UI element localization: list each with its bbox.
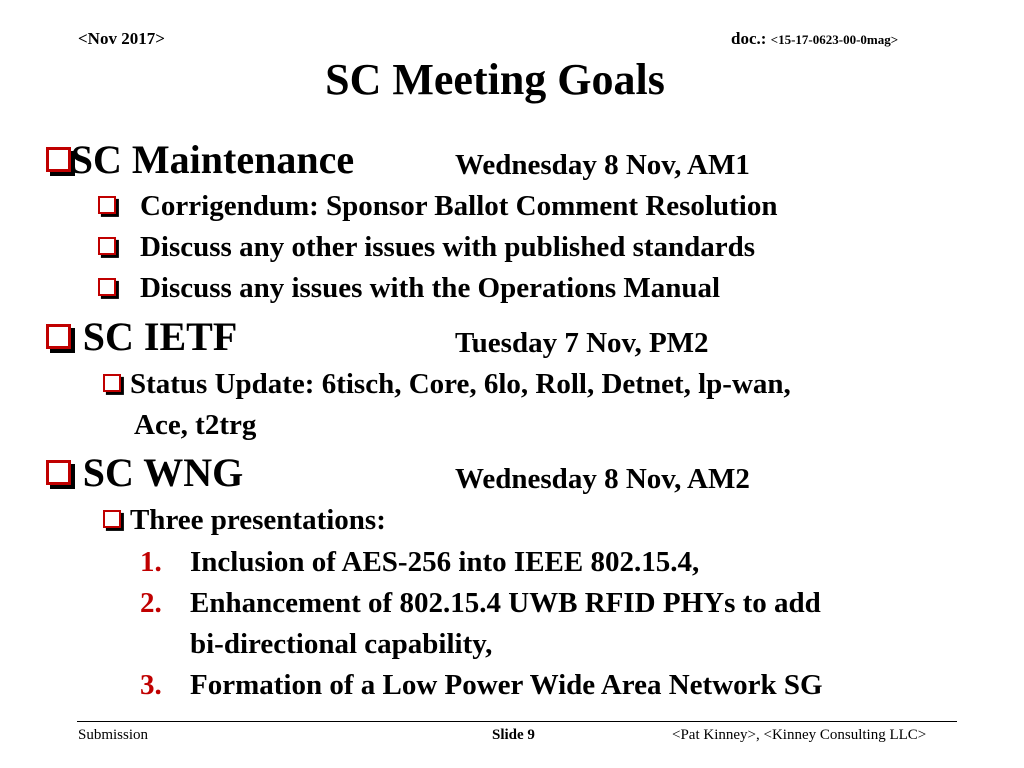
- item-number: 2.: [140, 587, 162, 619]
- footer-submission: Submission: [78, 727, 149, 743]
- checkbox-bullet-icon: [98, 196, 116, 214]
- section-label: SC Maintenance: [70, 137, 355, 182]
- list-item: [103, 364, 791, 404]
- footer-slide-number: Slide 9: [492, 727, 535, 743]
- list-item: [103, 500, 386, 540]
- list-item-label: Discuss any other issues with published standards: [139, 231, 756, 263]
- numbered-item-label: Inclusion of AES-256 into IEEE 802.15.4,: [190, 546, 700, 578]
- section-label: SC IETF: [82, 314, 238, 359]
- item-number: 1.: [140, 546, 162, 578]
- list-item-label: Corrigendum: Sponsor Ballot Comment Resolution: [139, 190, 778, 222]
- checkbox-bullet-icon: [46, 324, 71, 349]
- section-wng-when: Wednesday 8 Nov, AM2: [455, 463, 750, 495]
- section-ietf-heading: [46, 313, 237, 361]
- list-item: [98, 186, 777, 226]
- list-item: [98, 227, 755, 267]
- list-item-label: Three presentations:: [129, 504, 386, 536]
- numbered-item: [140, 542, 699, 582]
- list-item-label: Discuss any issues with the Operations Manual: [139, 272, 721, 304]
- checkbox-bullet-icon: [98, 237, 116, 255]
- list-item: [98, 268, 720, 308]
- section-wng-heading: [46, 449, 243, 497]
- section-maintenance-when: Wednesday 8 Nov, AM1: [455, 149, 750, 181]
- item-number: 3.: [140, 669, 162, 701]
- list-item-label: Status Update: 6tisch, Core, 6lo, Roll, Detnet, lp-wan,: [129, 368, 791, 400]
- section-label: SC WNG: [82, 450, 244, 495]
- section-ietf-when: Tuesday 7 Nov, PM2: [455, 327, 709, 359]
- checkbox-bullet-icon: [103, 510, 121, 528]
- footer-author: <Pat Kinney>, <Kinney Consulting LLC>: [672, 727, 927, 743]
- checkbox-bullet-icon: [46, 460, 71, 485]
- header-date: <Nov 2017>: [78, 29, 165, 48]
- header-doc-number: <15-17-0623-00-0mag>: [770, 32, 899, 47]
- list-item-continuation: Ace, t2trg: [134, 409, 257, 441]
- header-doc-label: doc.:: [731, 29, 771, 48]
- page-title: SC Meeting Goals: [325, 55, 665, 104]
- footer-divider: [77, 721, 957, 722]
- numbered-item: [140, 583, 821, 623]
- checkbox-bullet-icon: [98, 278, 116, 296]
- checkbox-bullet-icon: [46, 147, 71, 172]
- numbered-item-continuation: bi-directional capability,: [190, 628, 493, 660]
- section-maintenance-heading: [46, 136, 354, 184]
- numbered-item-label: Formation of a Low Power Wide Area Network SG: [190, 669, 823, 701]
- checkbox-bullet-icon: [103, 374, 121, 392]
- numbered-item: [140, 665, 823, 705]
- header-doc: [731, 29, 898, 49]
- numbered-item-label: Enhancement of 802.15.4 UWB RFID PHYs to add: [190, 587, 821, 619]
